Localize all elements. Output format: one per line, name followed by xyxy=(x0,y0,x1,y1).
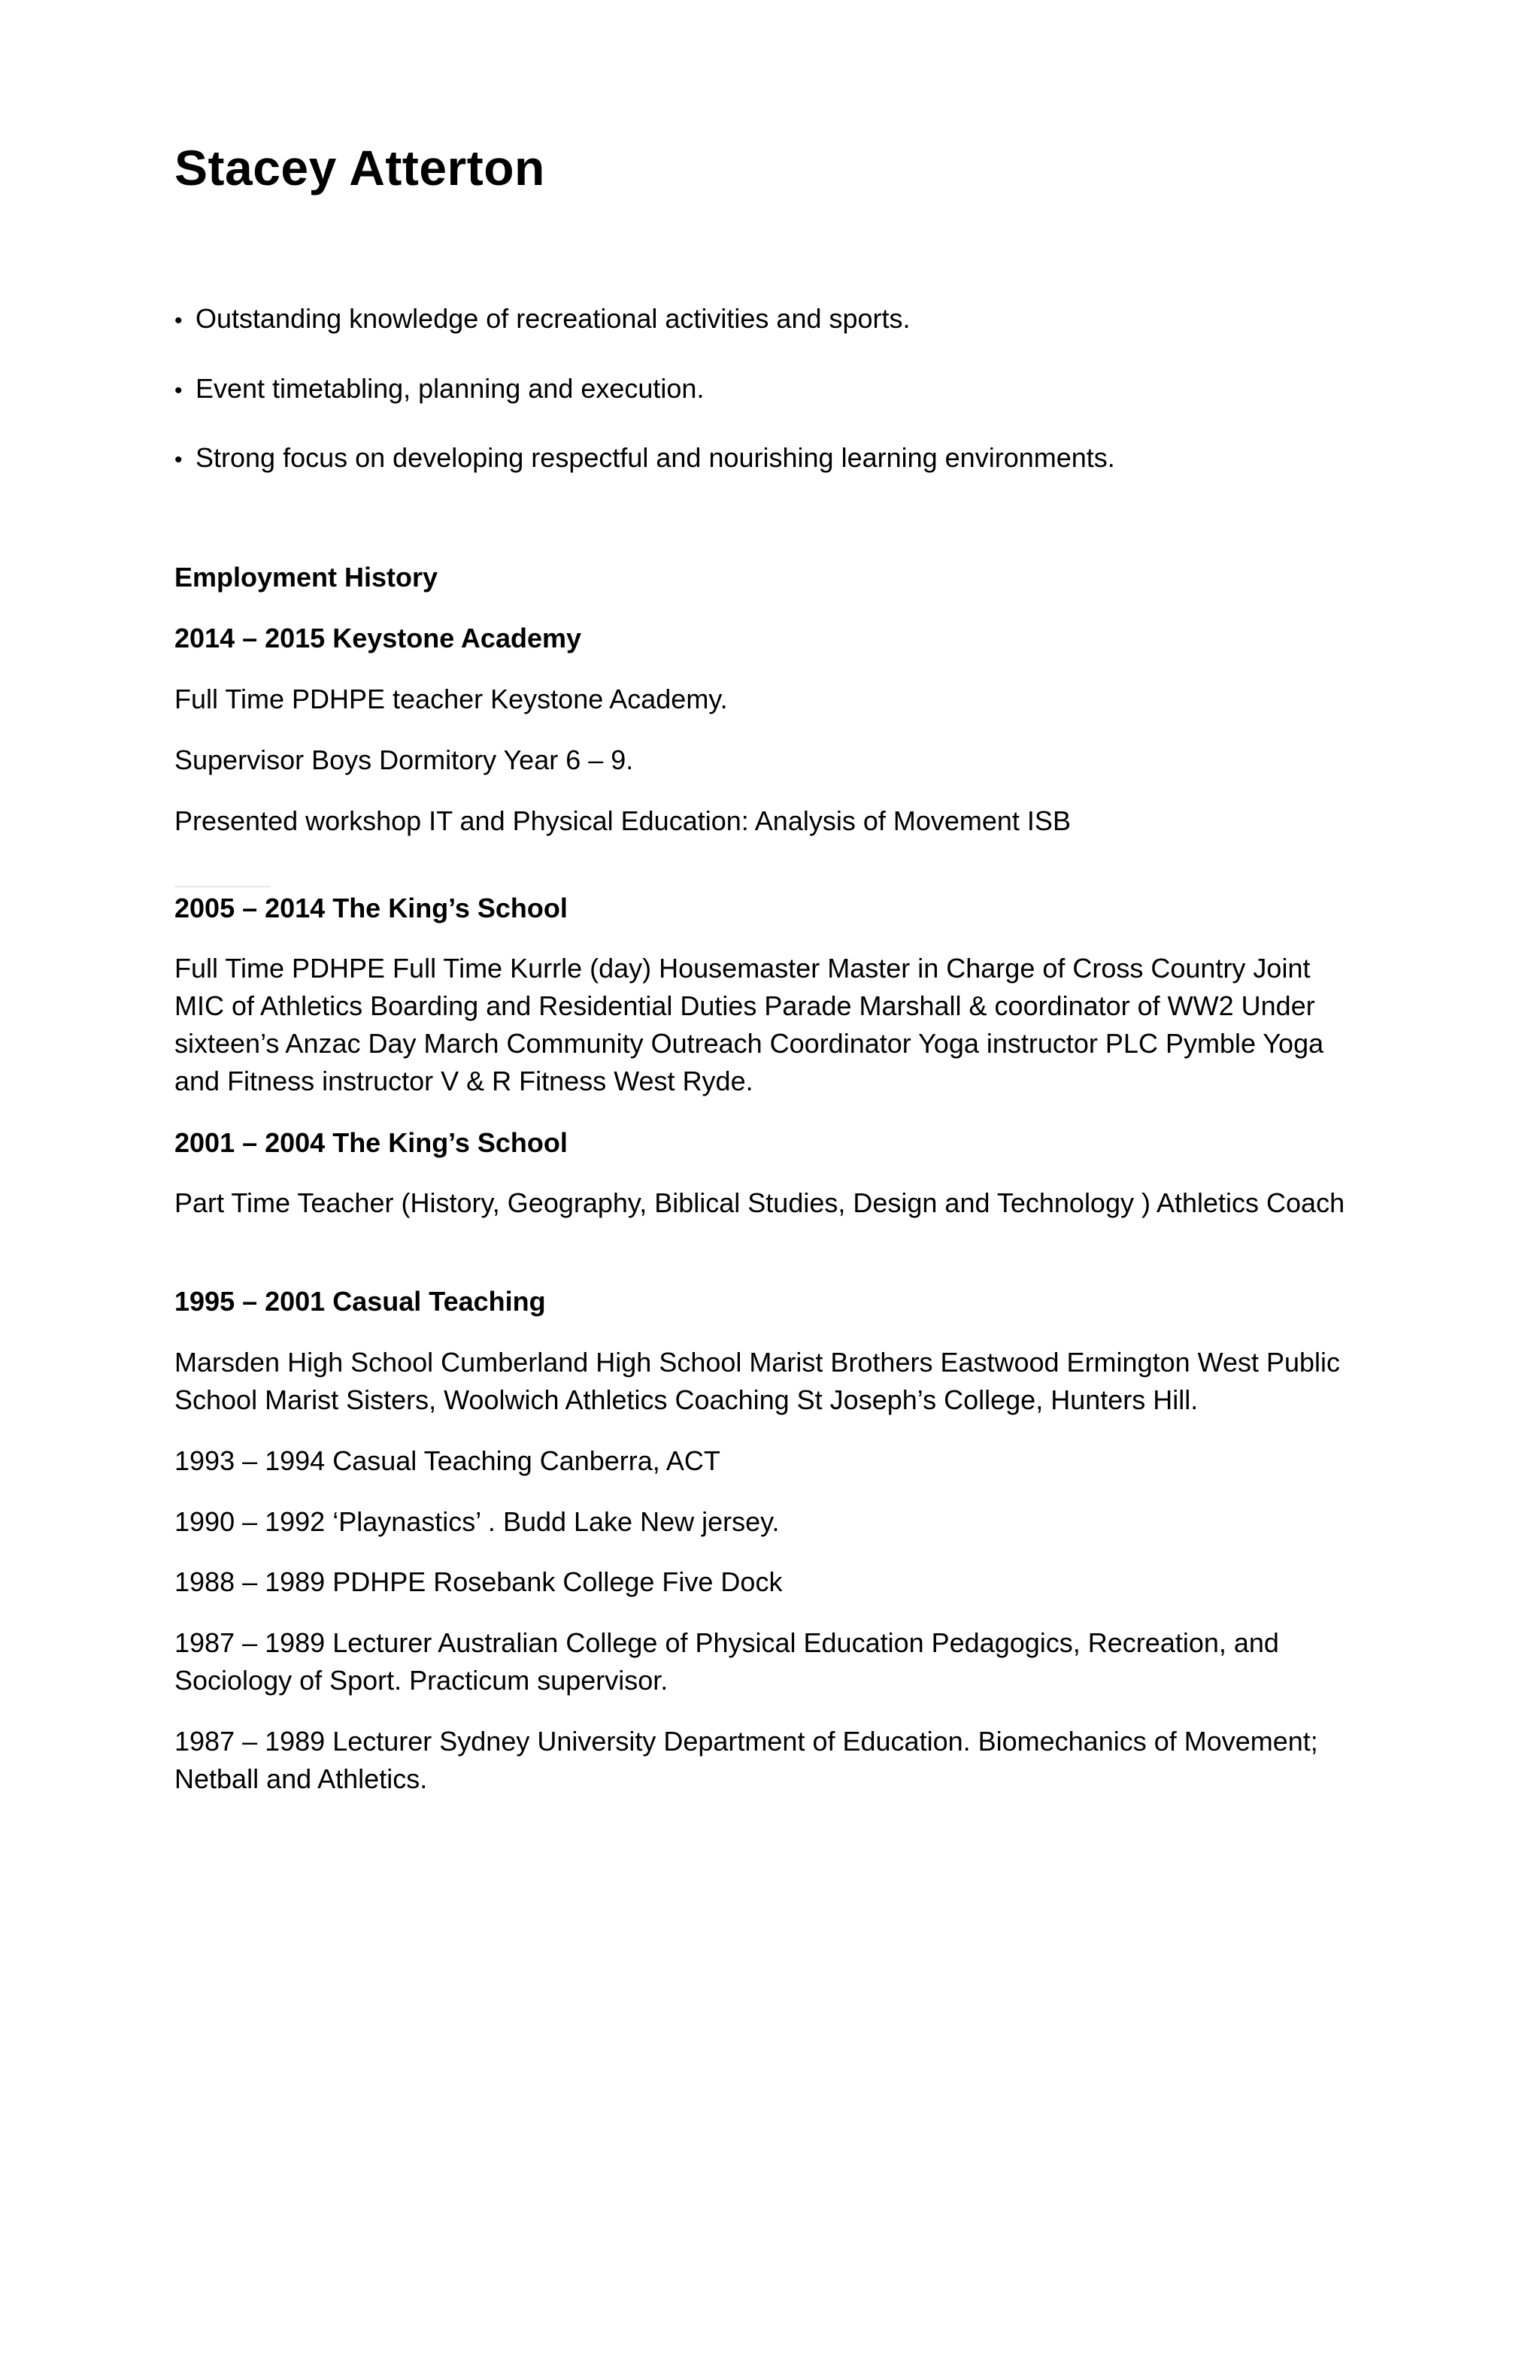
highlight-text: Outstanding knowledge of recreational activities and sports. xyxy=(196,303,911,334)
bullet-glyph: • xyxy=(174,308,183,333)
highlight-item xyxy=(174,440,1115,478)
job-title-kings-2005: 2005 – 2014 The King’s School xyxy=(174,893,568,923)
earlier-job: 1987 – 1989 Lecturer Australian College of Physical Education Pedagogics, Recreation, and Sociology of Sport. Practicum supervisor. xyxy=(174,1627,1279,1696)
highlight-text: Strong focus on developing respectful and nourishing learning environments. xyxy=(196,442,1115,473)
job-description: Part Time Teacher (History, Geography, Biblical Studies, Design and Technology ) Athletics Coach xyxy=(174,1187,1345,1218)
candidate-name: Stacey Atterton xyxy=(174,140,545,196)
job-line: Presented workshop IT and Physical Education: Analysis of Movement ISB xyxy=(174,805,1071,836)
highlight-text: Event timetabling, planning and execution. xyxy=(196,373,705,404)
employment-history-heading: Employment History xyxy=(174,562,438,593)
earlier-job: 1993 – 1994 Casual Teaching Canberra, ACT xyxy=(174,1445,720,1476)
job-description: Full Time PDHPE Full Time Kurrle (day) Housemaster Master in Charge of Cross Country Joint MIC of Athletics Boarding and Residential Duties Parade Marshall & coordinator of WW2 Under sixteen’s Anzac Day March Community Outreach Coordinator Yoga instructor PLC Pymble Yoga and Fitness instructor V & R Fitness West Ryde. xyxy=(174,953,1324,1096)
bullet-glyph: • xyxy=(174,447,183,472)
divider xyxy=(174,886,271,887)
job-title-keystone: 2014 – 2015 Keystone Academy xyxy=(174,623,582,653)
bullet-glyph: • xyxy=(174,378,183,403)
job-line: Supervisor Boys Dormitory Year 6 – 9. xyxy=(174,744,634,775)
job-line: Full Time PDHPE teacher Keystone Academy. xyxy=(174,684,728,714)
earlier-job: 1990 – 1992 ‘Playnastics’ . Budd Lake New jersey. xyxy=(174,1506,780,1537)
job-title-kings-2001: 2001 – 2004 The King’s School xyxy=(174,1127,568,1158)
highlight-item xyxy=(174,301,911,339)
earlier-job: 1988 – 1989 PDHPE Rosebank College Five Dock xyxy=(174,1566,783,1597)
earlier-job: 1987 – 1989 Lecturer Sydney University Department of Education. Biomechanics of Movement; Netball and Athletics. xyxy=(174,1726,1318,1794)
highlight-item xyxy=(174,371,704,409)
job-title-casual-1995: 1995 – 2001 Casual Teaching xyxy=(174,1286,546,1317)
job-description: Marsden High School Cumberland High School Marist Brothers Eastwood Ermington West Public School Marist Sisters, Woolwich Athletics Coaching St Joseph’s College, Hunters Hill. xyxy=(174,1347,1341,1415)
